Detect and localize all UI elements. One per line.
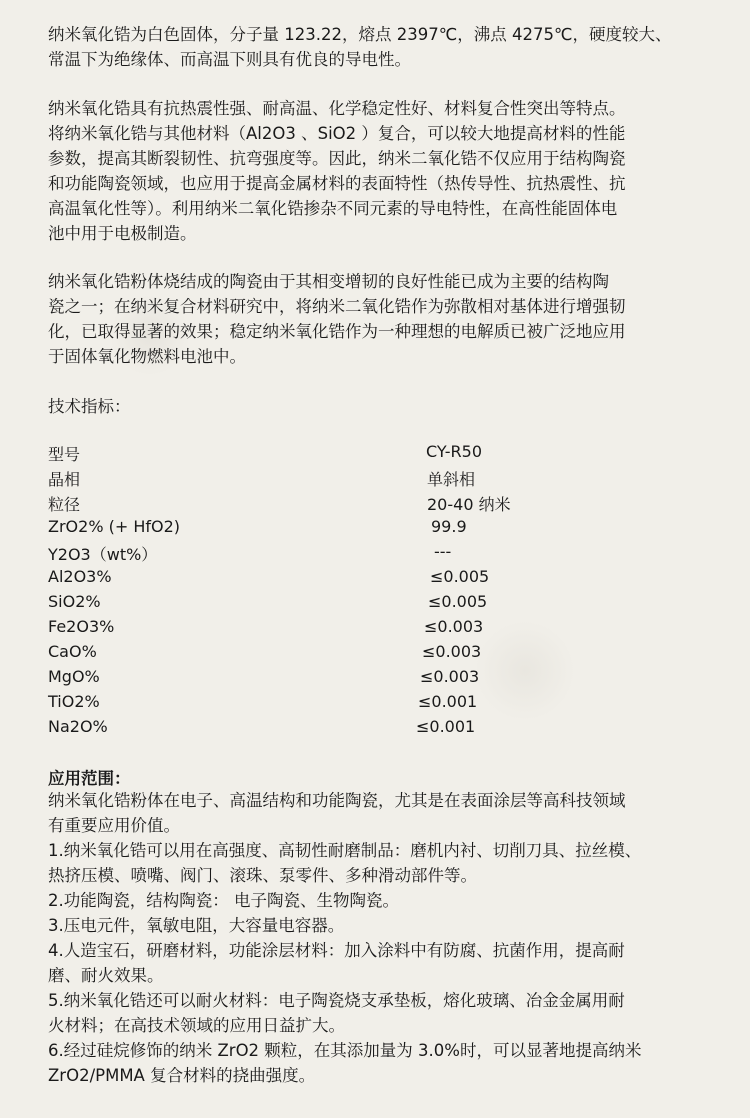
text-line: 纳米氧化锆为白色固体，分子量 123.22，熔点 2397℃，沸点 4275℃，硬度较大、 [48,25,672,44]
spec-label: 晶相 [48,470,81,489]
spec-row [48,667,648,692]
spec-label: CaO% [48,642,97,661]
text-line: 瓷之一；在纳米复合材料研究中，将纳米二氧化锆作为弥散相对基体进行增强韧 [48,297,626,316]
spec-row [48,567,648,592]
text-line: ZrO2/PMMA 复合材料的挠曲强度。 [48,1066,316,1085]
text-line: 磨、耐火效果。 [48,966,164,985]
spec-label: 粒径 [48,495,81,514]
spec-label: MgO% [48,667,100,686]
spec-label: SiO2% [48,592,101,611]
spec-label: Fe2O3% [48,617,115,636]
spec-row [48,467,648,492]
spec-label: 型号 [48,445,81,464]
text-line: 火材料；在高技术领域的应用日益扩大。 [48,1016,345,1035]
spec-value: --- [434,542,452,561]
spec-label: ZrO2% (+ HfO2) [48,517,181,536]
spec-row [48,542,648,567]
spec-value: ≤0.005 [428,592,488,611]
spec-value: 20-40 纳米 [427,495,511,514]
spec-value: ≤0.003 [422,642,482,661]
spec-row [48,592,648,617]
text-line: 常温下为绝缘体、而高温下则具有优良的导电性。 [48,50,411,69]
spec-label: Y2O3（wt%） [48,545,158,564]
text-line: 化，已取得显著的效果；稳定纳米氧化锆作为一种理想的电解质已被广泛地应用 [48,322,626,341]
spec-value: 单斜相 [427,470,476,489]
text-line: 纳米氧化锆粉体在电子、高温结构和功能陶瓷，尤其是在表面涂层等高科技领域 [48,791,626,810]
applications-list [48,788,710,1088]
spec-row [48,517,648,542]
text-line: 有重要应用价值。 [48,816,180,835]
spec-row [48,692,648,717]
specs-title: 技术指标： [48,397,131,416]
intro-paragraph-3 [48,269,710,369]
spec-row [48,617,648,642]
text-line: 池中用于电极制造。 [48,224,197,243]
list-item: 3.压电元件，氧敏电阻，大容量电容器。 [48,916,345,935]
text-line: 将纳米氧化锆与其他材料（Al2O3 、SiO2 ）复合，可以较大地提高材料的性能 [48,124,626,143]
spec-label: TiO2% [48,692,100,711]
text-line: 于固体氧化物燃料电池中。 [48,347,246,366]
spec-row [48,717,648,742]
spec-row [48,642,648,667]
text-line: 和功能陶瓷领域，也应用于提高金属材料的表面特性（热传导性、抗热震性、抗 [48,174,626,193]
spec-value: ≤0.005 [430,567,490,586]
intro-paragraph-2 [48,96,710,246]
spec-value: ≤0.003 [420,667,480,686]
spec-value: CY-R50 [426,442,483,461]
text-line: 高温氧化性等）。利用纳米二氧化锆掺杂不同元素的导电特性，在高性能固体电 [48,199,618,218]
spec-row [48,442,648,467]
text-line: 参数，提高其断裂韧性、抗弯强度等。因此，纳米二氧化锆不仅应用于结构陶瓷 [48,149,626,168]
list-item: 6.经过硅烷修饰的纳米 ZrO2 颗粒，在其添加量为 3.0%时，可以显著地提高纳米 [48,1041,642,1060]
spec-value: ≤0.003 [424,617,484,636]
spec-value: ≤0.001 [416,717,476,736]
list-item: 4.人造宝石，研磨材料，功能涂层材料：加入涂料中有防腐、抗菌作用，提高耐 [48,941,625,960]
spec-value: ≤0.001 [418,692,478,711]
text-line: 纳米氧化锆粉体烧结成的陶瓷由于其相变增韧的良好性能已成为主要的结构陶 [48,272,609,291]
intro-paragraph-1 [48,22,710,72]
spec-value: 99.9 [431,517,467,536]
applications-title: 应用范围： [48,769,131,788]
spec-row [48,492,648,517]
text-line: 热挤压模、喷嘴、阀门、滚珠、泵零件、多种滑动部件等。 [48,866,477,885]
list-item: 5.纳米氧化锆还可以耐火材料：电子陶瓷烧支承垫板，熔化玻璃、冶金金属用耐 [48,991,625,1010]
list-item: 1.纳米氧化锆可以用在高强度、高韧性耐磨制品：磨机内衬、切削刀具、拉丝模、 [48,841,642,860]
spec-label: Al2O3% [48,567,112,586]
spec-label: Na2O% [48,717,108,736]
list-item: 2.功能陶瓷，结构陶瓷： 电子陶瓷、生物陶瓷。 [48,891,399,910]
text-line: 纳米氧化锆具有抗热震性强、耐高温、化学稳定性好、材料复合性突出等特点。 [48,99,626,118]
